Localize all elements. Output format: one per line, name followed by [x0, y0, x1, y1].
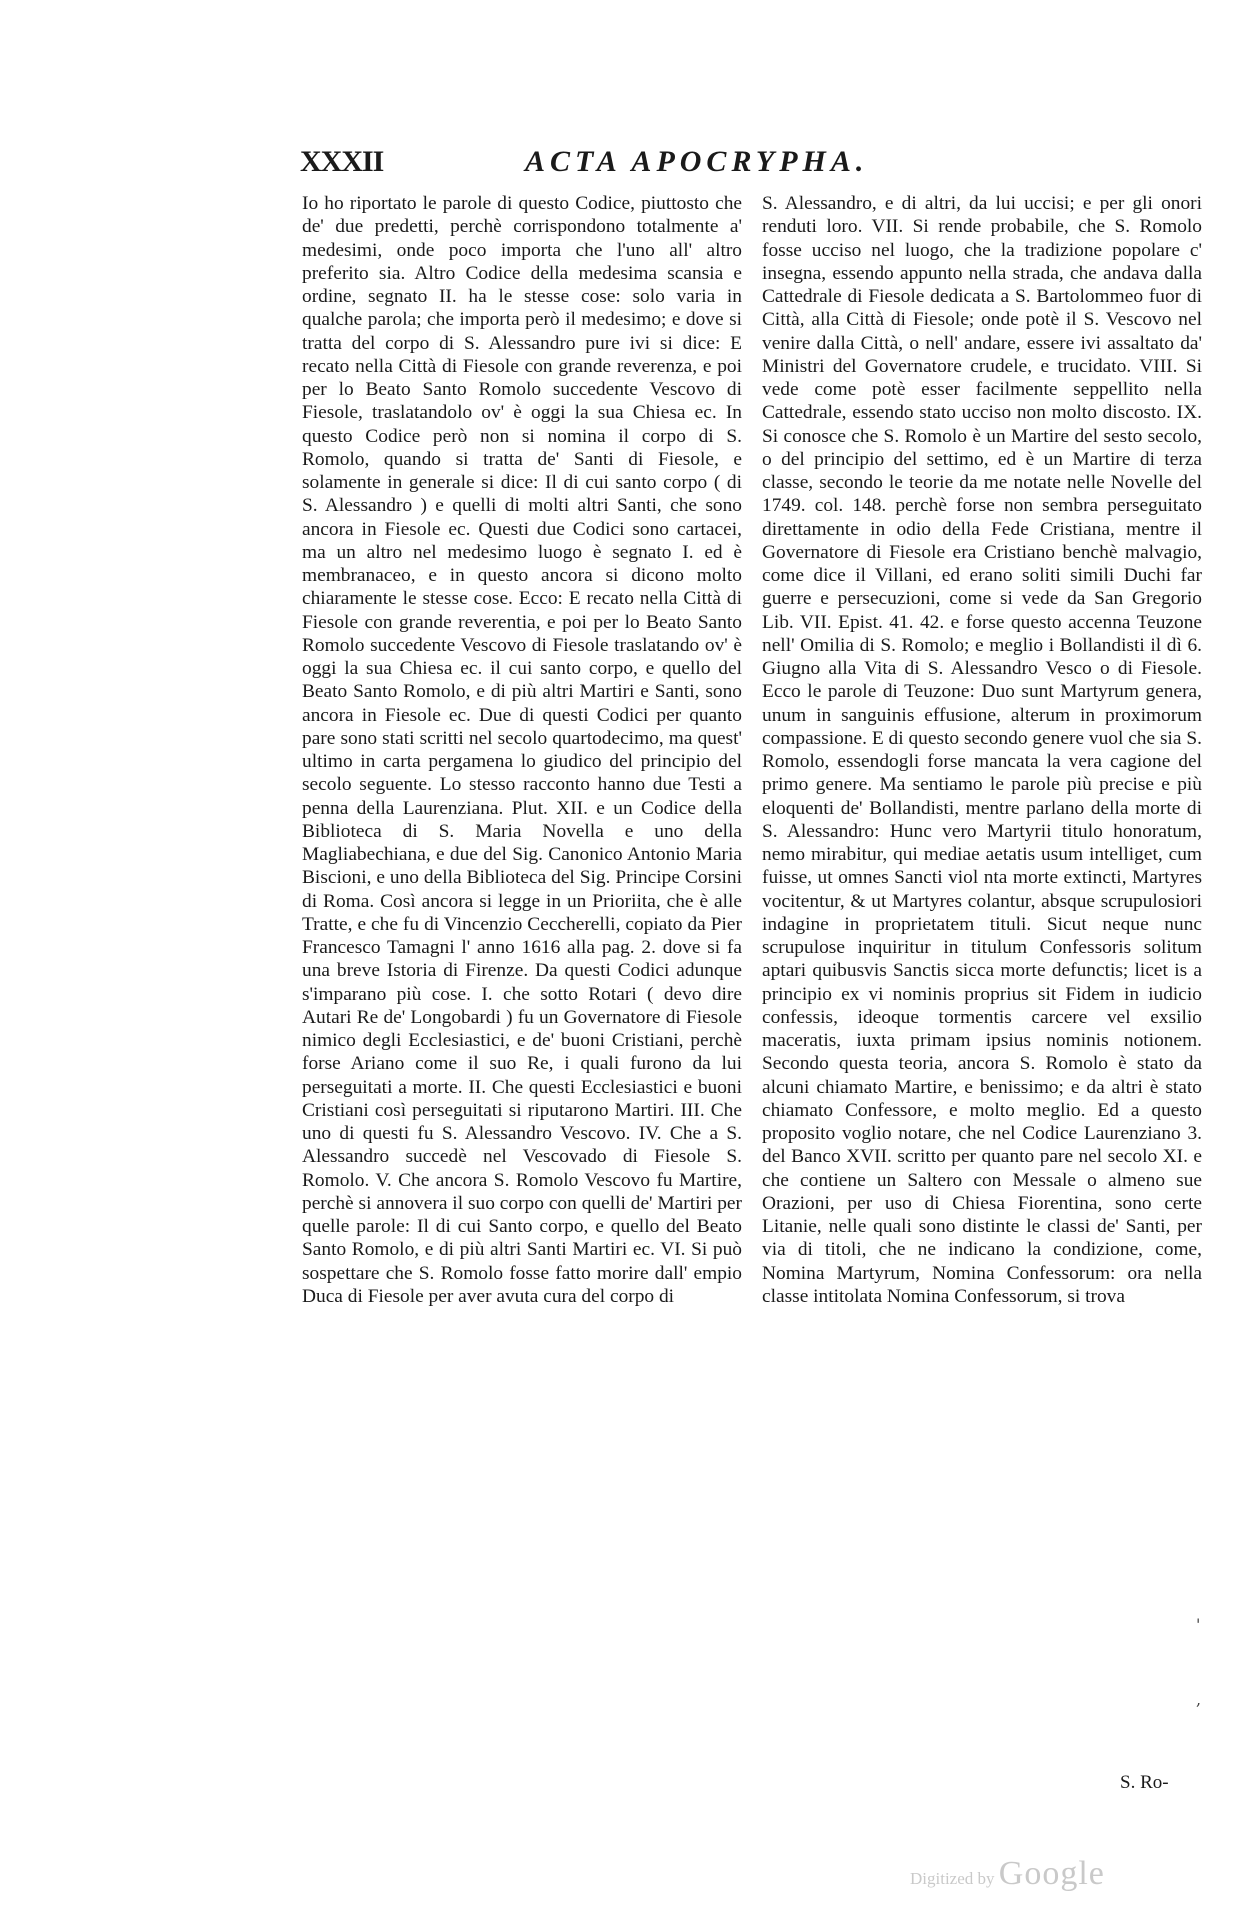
digitization-watermark [910, 1855, 1105, 1893]
text-column-right: S. Alessandro, e di altri, da lui uccisi; e per gli onori renduti loro. VII. Si rende probabile, che S. Romolo fosse ucciso nel luogo, che la tradizione popolare c' insegna, essendo appunto nella strada, che andava dalla Cattedrale di Fiesole dedicata a S. Bartolommeo fuor di Città, alla Città di Fiesole; onde potè il S. Vescovo nel venire dalla Città, o nell' andare, essere ivi assaltato da' Ministri del Governatore crudele, e trucidato. VIII. Si vede come potè esser facilmente seppellito nella Cattedrale, essendo stato ucciso non molto discosto. IX. Si conosce che S. Romolo è un Martire del sesto secolo, o del principio del settimo, ed è un Martire di terza classe, secondo le teorie da me notate nelle Novelle del 1749. col. 148. perchè forse non sembra perseguitato direttamente in odio della Fede Cristiana, mentre il Governatore di Fiesole era Cristiano benchè malvagio, come dice il Villani, ed erano soliti simili Duchi far guerre e persecuzioni, come si vede da San Gregorio Lib. VII. Epist. 41. 42. e forse questo accenna Teuzone nell' Omilia di S. Romolo; e meglio i Bollandisti il dì 6. Giugno alla Vita di S. Alessandro Vesco o di Fiesole. Ecco le parole di Teuzone: Duo sunt Martyrum genera, unum in sanguinis effusione, alterum in proximorum compassione. E di questo secondo genere vuol che sia S. Romolo, essendogli forse mancata la vera cagione del primo genere. Ma sentiamo le parole più precise e più eloquenti de' Bollandisti, mentre parlano della morte di S. Alessandro: Hunc vero Martyrii titulo honoratum, nemo mirabitur, qui mediae aetatis usum intelliget, cum fuisse, ut omnes Sancti viol nta morte extincti, Martyres vocitentur, & ut Martyres colantur, absque scrupulosiori indagine in proprietatem tituli. Sicut neque nunc scrupulose inquiritur in titulum Confessoris solitum aptari quibusvis Sanctis sicca morte defunctis; licet is a principio ex vi nominis proprius sit Fidem in iudicio confessis, ideoque tormentis carcere vel exsilio maceratis, iuxta primam ipsius nominis notionem. Secondo questa teoria, ancora S. Romolo è stato da alcuni chiamato Martire, e benissimo; e da altri è stato chiamato Confessore, e molto meglio. Ed a questo proposito voglio notare, che nel Codice Laurenziano 3. del Banco XVII. scritto per quanto pare nel secolo XI. e che contiene un Saltero con Messale o almeno sue Orazioni, per uso di Chiesa Fiorentina, sono certe Litanie, nelle quali sono distinte le classi de' Santi, per via di titoli, che ne indicano la condizione, come, Nomina Martyrum, Nomina Confessorum: ora nella classe intitolata Nomina Confessorum, si trova [762, 193, 1202, 1307]
margin-mark-icon: , [1196, 1690, 1202, 1709]
catchword: S. Ro- [1120, 1772, 1169, 1793]
watermark-prefix: Digitized by [910, 1869, 995, 1888]
margin-mark-icon: ' [1196, 1615, 1201, 1634]
text-column-left: Io ho riportato le parole di questo Codice, piuttosto che de' due predetti, perchè corrispondono totalmente a' medesimi, onde poco importa che l'uno all' altro preferito sia. Altro Codice della medesima scansia e ordine, segnato II. ha le stesse cose: solo varia in qualche parola; che importa però il medesimo; e dove si tratta del corpo di S. Alessandro pure ivi si dice: E recato nella Città di Fiesole con grande reverenza, e poi per lo Beato Santo Romolo succedente Vescovo di Fiesole, traslatandolo ov' è oggi la sua Chiesa ec. In questo Codice però non si nomina il corpo di S. Romolo, quando si tratta de' Santi di Fiesole, e solamente in generale si dice: Il di cui santo corpo ( di S. Alessandro ) e quelli di molti altri Santi, che sono ancora in Fiesole ec. Questi due Codici sono cartacei, ma un altro nel medesimo luogo è segnato I. ed è membranaceo, e in questo ancora si dicono molto chiaramente le stesse cose. Ecco: E recato nella Città di Fiesole con grande reverentia, e poi per lo Beato Santo Romolo succedente Vescovo di Fiesole traslatando ov' è oggi la sua Chiesa ec. il cui santo corpo, e quello del Beato Santo Romolo, e di più altri Martiri e Santi, sono ancora in Fiesole ec. Due di questi Codici per quanto pare sono stati scritti nel secolo quartodecimo, ma quest' ultimo in carta pergamena lo giudico del principio del secolo seguente. Lo stesso racconto hanno due Testi a penna della Laurenziana. Plut. XII. e un Codice della Biblioteca di S. Maria Novella e uno della Magliabechiana, e due del Sig. Canonico Antonio Maria Biscioni, e uno della Biblioteca del Sig. Principe Corsini di Roma. Così ancora si legge in un Prioriita, che è alle Tratte, e che fu di Vincenzio Ceccherelli, copiato da Pier Francesco Tamagni l' anno 1616 alla pag. 2. dove si fa una breve Istoria di Firenze. Da questi Codici adunque s'imparano più cose. I. che sotto Rotari ( devo dire Autari Re de' Longobardi ) fu un Governatore di Fiesole nimico degli Ecclesiastici, e de' buoni Cristiani, perchè forse Ariano come il suo Re, i quali furono da lui perseguitati a morte. II. Che questi Ecclesiastici e buoni Cristiani così perseguitati si riputarono Martiri. III. Che uno di questi fu S. Alessandro Vescovo. IV. Che a S. Alessandro succedè nel Vescovado di Fiesole S. Romolo. V. Che ancora S. Romolo Vescovo fu Martire, perchè si annovera il suo corpo con quelli de' Martiri per quelle parole: Il di cui Santo corpo, e quello del Beato Santo Romolo, e di più altri Santi Martiri ec. VI. Si può sospettare che S. Romolo fosse fatto morire dall' empio Duca di Fiesole per aver avuta cura del corpo di [302, 193, 742, 1307]
page-header [300, 145, 1190, 189]
watermark-brand: Google [998, 1855, 1105, 1892]
running-title: ACTA APOCRYPHA. [525, 145, 869, 178]
page-number: XXXII [300, 145, 384, 178]
